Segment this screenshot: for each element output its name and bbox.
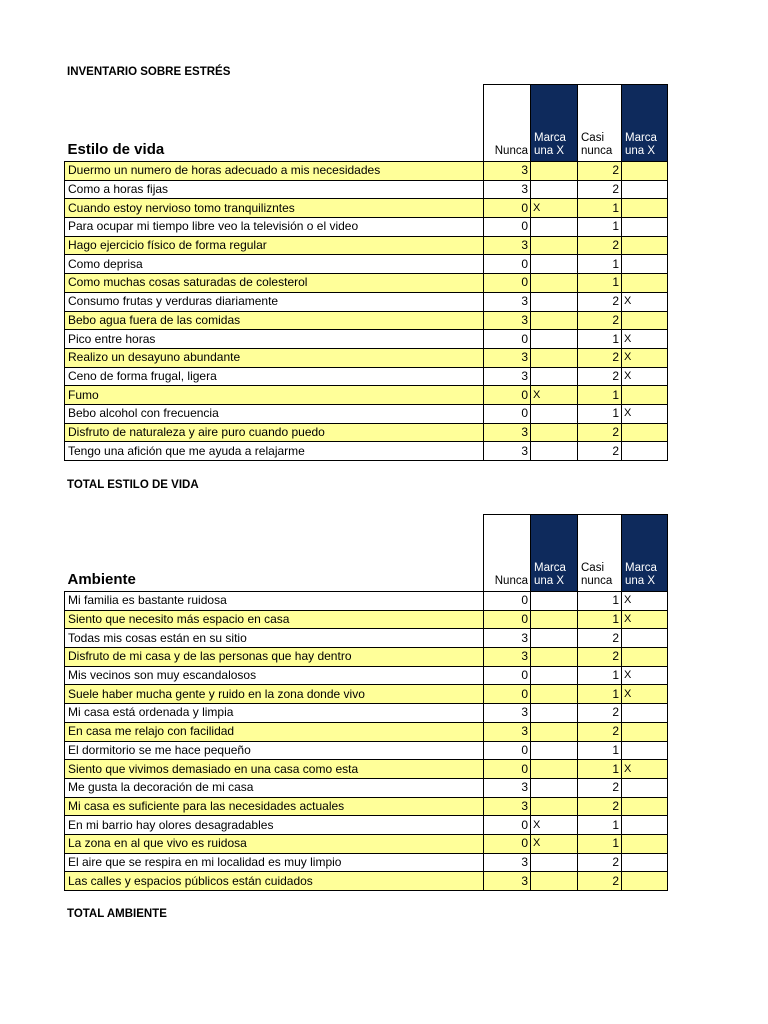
casi-nunca-score-cell: 2 xyxy=(578,180,622,199)
nunca-score-cell: 0 xyxy=(484,330,531,349)
question-cell: Hago ejercicio físico de forma regular xyxy=(65,236,484,255)
column-header-marca: Marca una X xyxy=(622,85,668,162)
marca-nunca-cell xyxy=(531,367,578,386)
casi-nunca-score-cell: 1 xyxy=(578,685,622,704)
marca-casi-nunca-cell xyxy=(622,199,668,218)
total-estilo-de-vida: TOTAL ESTILO DE VIDA xyxy=(67,479,199,491)
casi-nunca-score-cell: 1 xyxy=(578,404,622,423)
marca-casi-nunca-cell: X xyxy=(622,367,668,386)
marca-casi-nunca-cell xyxy=(622,236,668,255)
question-cell: En casa me relajo con facilidad xyxy=(65,722,484,741)
question-cell: Mi casa es suficiente para las necesidades actuales xyxy=(65,797,484,816)
marca-casi-nunca-cell xyxy=(622,180,668,199)
casi-nunca-score-cell: 1 xyxy=(578,760,622,779)
question-cell: Disfruto de mi casa y de las personas que hay dentro xyxy=(65,648,484,667)
marca-casi-nunca-cell xyxy=(622,274,668,293)
table-row xyxy=(65,610,668,629)
question-cell: Realizo un desayuno abundante xyxy=(65,348,484,367)
table-row xyxy=(65,367,668,386)
marca-nunca-cell xyxy=(531,255,578,274)
table-row xyxy=(65,648,668,667)
marca-nunca-cell xyxy=(531,629,578,648)
column-header-casi-nunca: Casi nunca xyxy=(578,85,622,162)
question-cell: Consumo frutas y verduras diariamente xyxy=(65,292,484,311)
marca-casi-nunca-cell xyxy=(622,722,668,741)
nunca-score-cell: 0 xyxy=(484,404,531,423)
casi-nunca-score-cell: 1 xyxy=(578,816,622,835)
nunca-score-cell: 0 xyxy=(484,685,531,704)
casi-nunca-score-cell: 2 xyxy=(578,292,622,311)
total-ambiente: TOTAL AMBIENTE xyxy=(67,908,167,920)
section-title: Ambiente xyxy=(67,571,136,588)
question-cell: Mi familia es bastante ruidosa xyxy=(65,592,484,611)
marca-nunca-cell xyxy=(531,292,578,311)
section-title: Estilo de vida xyxy=(67,141,165,158)
casi-nunca-score-cell: 2 xyxy=(578,797,622,816)
casi-nunca-score-cell: 2 xyxy=(578,778,622,797)
marca-nunca-cell xyxy=(531,872,578,891)
table-row xyxy=(65,311,668,330)
column-header-casi-nunca: Casi nunca xyxy=(578,515,622,592)
column-header-marca: Marca una X xyxy=(531,85,578,162)
marca-casi-nunca-cell xyxy=(622,255,668,274)
marca-casi-nunca-cell xyxy=(622,386,668,405)
marca-nunca-cell xyxy=(531,648,578,667)
nunca-score-cell: 3 xyxy=(484,367,531,386)
casi-nunca-score-cell: 2 xyxy=(578,872,622,891)
marca-nunca-cell xyxy=(531,760,578,779)
nunca-score-cell: 3 xyxy=(484,162,531,181)
table-row xyxy=(65,741,668,760)
casi-nunca-score-cell: 1 xyxy=(578,274,622,293)
marca-casi-nunca-cell xyxy=(622,872,668,891)
nunca-score-cell: 0 xyxy=(484,255,531,274)
table-row xyxy=(65,722,668,741)
table-row xyxy=(65,180,668,199)
marca-nunca-cell xyxy=(531,180,578,199)
marca-casi-nunca-cell xyxy=(622,442,668,461)
nunca-score-cell: 3 xyxy=(484,704,531,723)
table-row xyxy=(65,255,668,274)
question-cell: Duermo un numero de horas adecuado a mis necesidades xyxy=(65,162,484,181)
table-row xyxy=(65,330,668,349)
ambiente-table xyxy=(64,514,668,891)
casi-nunca-score-cell: 1 xyxy=(578,386,622,405)
marca-casi-nunca-cell xyxy=(622,741,668,760)
marca-nunca-cell xyxy=(531,853,578,872)
question-cell: El aire que se respira en mi localidad es muy limpio xyxy=(65,853,484,872)
casi-nunca-score-cell: 2 xyxy=(578,367,622,386)
marca-nunca-cell xyxy=(531,236,578,255)
question-cell: Pico entre horas xyxy=(65,330,484,349)
marca-casi-nunca-cell: X xyxy=(622,404,668,423)
casi-nunca-score-cell: 2 xyxy=(578,162,622,181)
question-cell: Fumo xyxy=(65,386,484,405)
marca-nunca-cell xyxy=(531,311,578,330)
table-row xyxy=(65,236,668,255)
table-row xyxy=(65,872,668,891)
nunca-score-cell: 0 xyxy=(484,199,531,218)
table-header xyxy=(65,515,668,592)
casi-nunca-score-cell: 1 xyxy=(578,330,622,349)
casi-nunca-score-cell: 1 xyxy=(578,199,622,218)
marca-casi-nunca-cell xyxy=(622,704,668,723)
casi-nunca-score-cell: 1 xyxy=(578,834,622,853)
question-cell: Ceno de forma frugal, ligera xyxy=(65,367,484,386)
table-row xyxy=(65,685,668,704)
marca-nunca-cell: X xyxy=(531,199,578,218)
marca-nunca-cell xyxy=(531,722,578,741)
table-row xyxy=(65,199,668,218)
casi-nunca-score-cell: 2 xyxy=(578,442,622,461)
marca-nunca-cell xyxy=(531,162,578,181)
marca-casi-nunca-cell: X xyxy=(622,348,668,367)
marca-nunca-cell xyxy=(531,404,578,423)
question-cell: Siento que vivimos demasiado en una casa como esta xyxy=(65,760,484,779)
table-row xyxy=(65,778,668,797)
casi-nunca-score-cell: 2 xyxy=(578,648,622,667)
estilo-de-vida-table xyxy=(64,84,668,461)
question-cell: Como deprisa xyxy=(65,255,484,274)
table-row xyxy=(65,834,668,853)
marca-nunca-cell xyxy=(531,778,578,797)
marca-nunca-cell xyxy=(531,330,578,349)
marca-casi-nunca-cell xyxy=(622,797,668,816)
nunca-score-cell: 3 xyxy=(484,722,531,741)
nunca-score-cell: 0 xyxy=(484,218,531,237)
marca-nunca-cell xyxy=(531,797,578,816)
nunca-score-cell: 0 xyxy=(484,666,531,685)
marca-nunca-cell xyxy=(531,741,578,760)
casi-nunca-score-cell: 2 xyxy=(578,423,622,442)
table-row xyxy=(65,853,668,872)
marca-casi-nunca-cell xyxy=(622,423,668,442)
question-cell: Bebo agua fuera de las comidas xyxy=(65,311,484,330)
casi-nunca-score-cell: 2 xyxy=(578,629,622,648)
marca-casi-nunca-cell: X xyxy=(622,685,668,704)
column-header-nunca: Nunca xyxy=(484,85,531,162)
table-row xyxy=(65,629,668,648)
question-cell: Me gusta la decoración de mi casa xyxy=(65,778,484,797)
marca-casi-nunca-cell xyxy=(622,853,668,872)
casi-nunca-score-cell: 2 xyxy=(578,853,622,872)
marca-casi-nunca-cell xyxy=(622,218,668,237)
casi-nunca-score-cell: 2 xyxy=(578,348,622,367)
marca-casi-nunca-cell: X xyxy=(622,610,668,629)
nunca-score-cell: 3 xyxy=(484,648,531,667)
nunca-score-cell: 0 xyxy=(484,386,531,405)
casi-nunca-score-cell: 2 xyxy=(578,311,622,330)
marca-nunca-cell xyxy=(531,666,578,685)
question-cell: Mis vecinos son muy escandalosos xyxy=(65,666,484,685)
question-cell: La zona en al que vivo es ruidosa xyxy=(65,834,484,853)
nunca-score-cell: 3 xyxy=(484,311,531,330)
marca-casi-nunca-cell xyxy=(622,311,668,330)
nunca-score-cell: 3 xyxy=(484,778,531,797)
marca-nunca-cell: X xyxy=(531,834,578,853)
question-cell: El dormitorio se me hace pequeño xyxy=(65,741,484,760)
table-row xyxy=(65,816,668,835)
table-row xyxy=(65,797,668,816)
nunca-score-cell: 0 xyxy=(484,834,531,853)
nunca-score-cell: 3 xyxy=(484,797,531,816)
marca-nunca-cell: X xyxy=(531,386,578,405)
nunca-score-cell: 0 xyxy=(484,274,531,293)
marca-nunca-cell: X xyxy=(531,816,578,835)
table-row xyxy=(65,423,668,442)
question-cell: Como muchas cosas saturadas de colesterol xyxy=(65,274,484,293)
table-row xyxy=(65,760,668,779)
nunca-score-cell: 0 xyxy=(484,741,531,760)
column-header-marca: Marca una X xyxy=(531,515,578,592)
marca-nunca-cell xyxy=(531,685,578,704)
table-row xyxy=(65,274,668,293)
table-row xyxy=(65,162,668,181)
column-header-marca: Marca una X xyxy=(622,515,668,592)
marca-nunca-cell xyxy=(531,704,578,723)
column-header-nunca: Nunca xyxy=(484,515,531,592)
question-cell: Todas mis cosas están en su sitio xyxy=(65,629,484,648)
marca-casi-nunca-cell xyxy=(622,629,668,648)
marca-casi-nunca-cell: X xyxy=(622,592,668,611)
marca-casi-nunca-cell xyxy=(622,648,668,667)
nunca-score-cell: 3 xyxy=(484,853,531,872)
marca-casi-nunca-cell xyxy=(622,162,668,181)
casi-nunca-score-cell: 1 xyxy=(578,218,622,237)
casi-nunca-score-cell: 1 xyxy=(578,592,622,611)
table-row xyxy=(65,704,668,723)
question-cell: Cuando estoy nervioso tomo tranquiliznte‍s xyxy=(65,199,484,218)
nunca-score-cell: 3 xyxy=(484,872,531,891)
nunca-score-cell: 3 xyxy=(484,629,531,648)
table-row xyxy=(65,386,668,405)
marca-nunca-cell xyxy=(531,423,578,442)
table-row xyxy=(65,592,668,611)
question-cell: Bebo alcohol con frecuencia xyxy=(65,404,484,423)
nunca-score-cell: 3 xyxy=(484,442,531,461)
question-cell: Siento que necesito más espacio en casa xyxy=(65,610,484,629)
nunca-score-cell: 3 xyxy=(484,423,531,442)
casi-nunca-score-cell: 2 xyxy=(578,704,622,723)
casi-nunca-score-cell: 1 xyxy=(578,610,622,629)
nunca-score-cell: 0 xyxy=(484,816,531,835)
nunca-score-cell: 3 xyxy=(484,236,531,255)
casi-nunca-score-cell: 1 xyxy=(578,741,622,760)
table-header xyxy=(65,85,668,162)
casi-nunca-score-cell: 2 xyxy=(578,236,622,255)
marca-casi-nunca-cell: X xyxy=(622,292,668,311)
table-row xyxy=(65,666,668,685)
question-cell: Como a horas fijas xyxy=(65,180,484,199)
question-cell: En mi barrio hay olores desagradables xyxy=(65,816,484,835)
question-cell: Disfruto de naturaleza y aire puro cuando puedo xyxy=(65,423,484,442)
marca-casi-nunca-cell xyxy=(622,778,668,797)
table-row xyxy=(65,292,668,311)
table-row xyxy=(65,404,668,423)
marca-casi-nunca-cell xyxy=(622,816,668,835)
marca-nunca-cell xyxy=(531,442,578,461)
marca-nunca-cell xyxy=(531,274,578,293)
marca-nunca-cell xyxy=(531,218,578,237)
question-cell: Mi casa está ordenada y limpia xyxy=(65,704,484,723)
question-cell: Para ocupar mi tiempo libre veo la televisión o el video xyxy=(65,218,484,237)
question-cell: Tengo una afición que me ayuda a relajarme xyxy=(65,442,484,461)
question-cell: Las calles y espacios públicos están cuidados xyxy=(65,872,484,891)
marca-casi-nunca-cell: X xyxy=(622,760,668,779)
marca-nunca-cell xyxy=(531,592,578,611)
marca-casi-nunca-cell: X xyxy=(622,330,668,349)
casi-nunca-score-cell: 1 xyxy=(578,255,622,274)
table-row xyxy=(65,348,668,367)
nunca-score-cell: 0 xyxy=(484,610,531,629)
casi-nunca-score-cell: 2 xyxy=(578,722,622,741)
marca-nunca-cell xyxy=(531,610,578,629)
marca-nunca-cell xyxy=(531,348,578,367)
marca-casi-nunca-cell: X xyxy=(622,666,668,685)
table-row xyxy=(65,218,668,237)
casi-nunca-score-cell: 1 xyxy=(578,666,622,685)
marca-casi-nunca-cell xyxy=(622,834,668,853)
question-cell: Suele haber mucha gente y ruido en la zona donde vivo xyxy=(65,685,484,704)
nunca-score-cell: 0 xyxy=(484,592,531,611)
document-title: INVENTARIO SOBRE ESTRÉS xyxy=(67,66,231,78)
nunca-score-cell: 3 xyxy=(484,348,531,367)
nunca-score-cell: 3 xyxy=(484,180,531,199)
nunca-score-cell: 0 xyxy=(484,760,531,779)
nunca-score-cell: 3 xyxy=(484,292,531,311)
table-row xyxy=(65,442,668,461)
